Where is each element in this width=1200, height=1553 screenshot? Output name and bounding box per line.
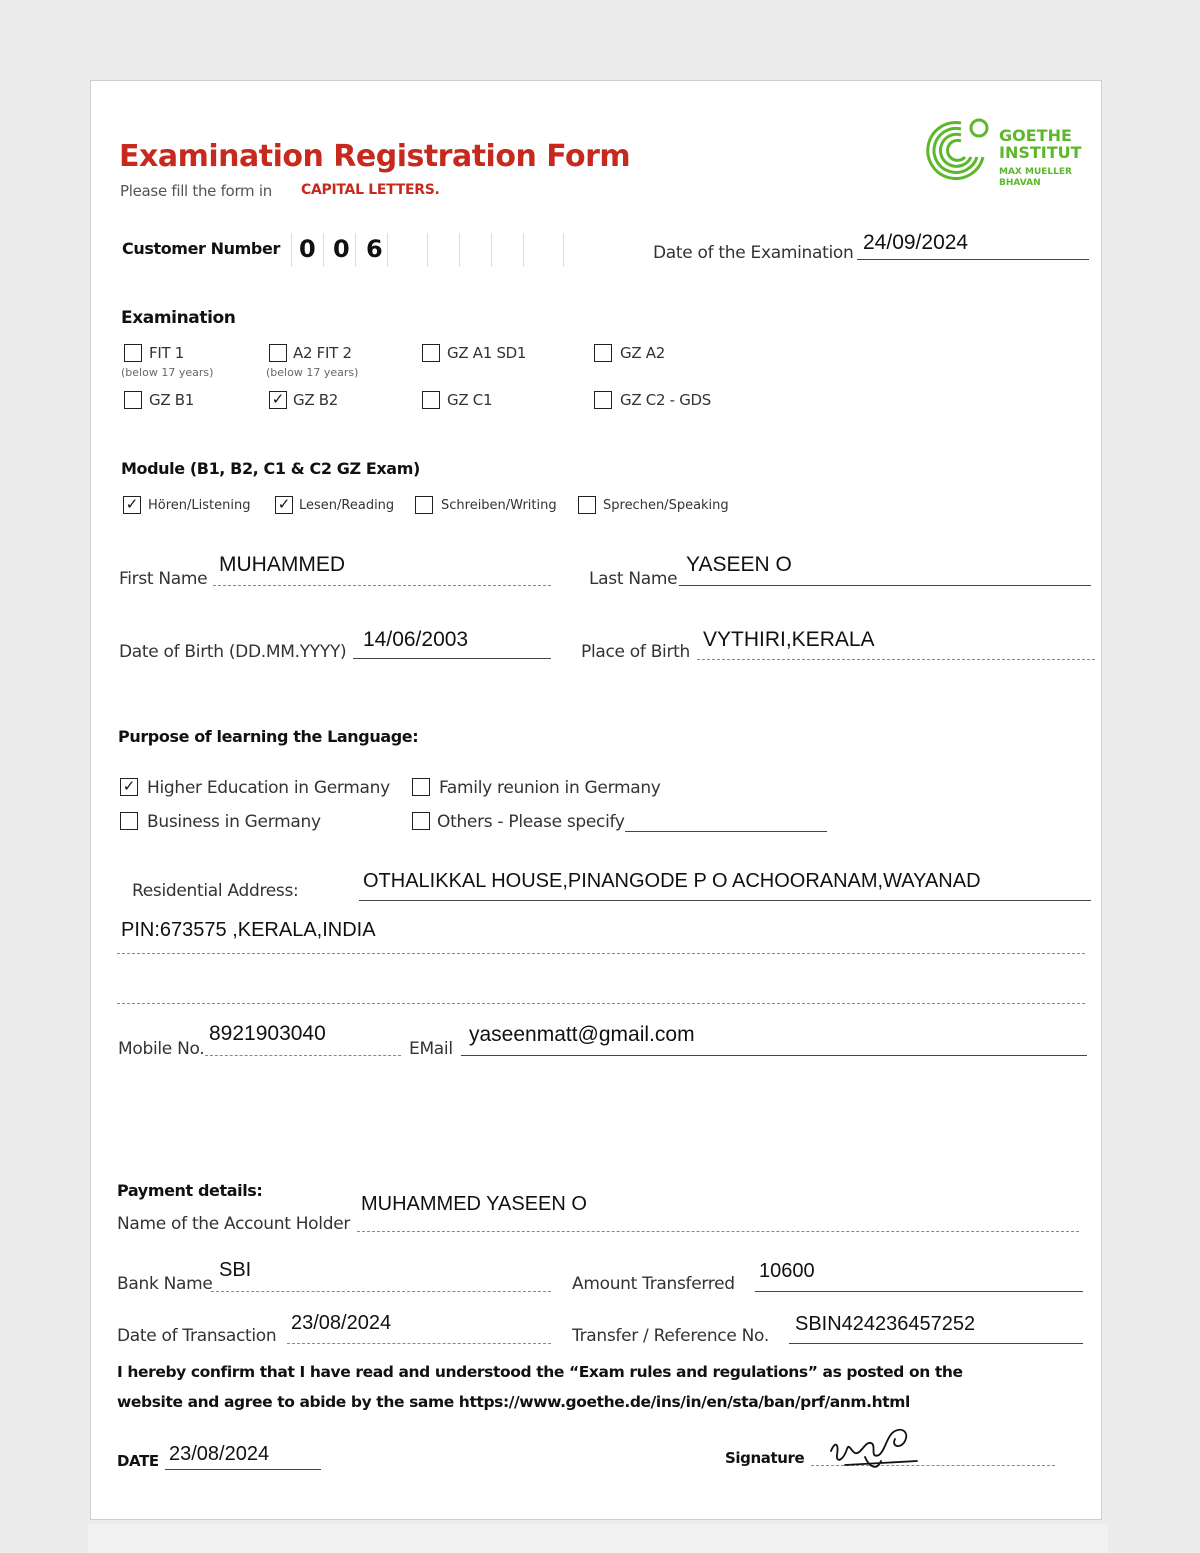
customer-digit-cell[interactable] <box>563 233 595 267</box>
address-line2-value: PIN:673575 ,KERALA,INDIA <box>121 919 376 941</box>
date-field[interactable] <box>165 1469 321 1470</box>
mobile-label: Mobile No. <box>118 1039 205 1059</box>
address-line3-field[interactable] <box>117 1003 1085 1004</box>
purpose-label: Business in Germany <box>147 812 321 832</box>
dob-value: 14/06/2003 <box>363 628 469 651</box>
exam-date-value: 24/09/2024 <box>863 231 969 254</box>
dob-label: Date of Birth (DD.MM.YYYY) <box>119 642 347 662</box>
form-sheet <box>90 80 1102 1520</box>
declaration-line1: I hereby confirm that I have read and understood the “Exam rules and regulations” as posted on the <box>117 1363 963 1381</box>
purpose-checkbox[interactable] <box>412 778 430 796</box>
page-bottom-margin <box>88 1524 1108 1553</box>
exam-option-checkbox[interactable] <box>422 344 440 362</box>
logo-line3: MAX MUELLER <box>999 167 1072 177</box>
purpose-heading: Purpose of learning the Language: <box>118 727 419 746</box>
ref-field[interactable] <box>789 1343 1083 1344</box>
others-specify-field[interactable] <box>625 831 827 832</box>
goethe-logo-icon <box>921 115 993 187</box>
exam-option-label: GZ C2 - GDS <box>620 391 712 409</box>
last-name-label: Last Name <box>589 569 678 589</box>
ref-value: SBIN424236457252 <box>795 1313 976 1335</box>
purpose-label: Higher Education in Germany <box>147 778 390 798</box>
exam-option-label: GZ B1 <box>149 391 195 409</box>
customer-digit: 0 <box>299 235 316 263</box>
logo-line1: GOETHE <box>999 126 1072 145</box>
module-label: Hören/Listening <box>148 498 251 513</box>
examination-heading: Examination <box>121 308 236 328</box>
holder-label: Name of the Account Holder <box>117 1214 351 1234</box>
bank-label: Bank Name <box>117 1274 213 1294</box>
customer-digit-cell[interactable] <box>523 233 555 267</box>
dob-field[interactable] <box>353 658 551 659</box>
amount-label: Amount Transferred <box>572 1274 735 1294</box>
check-mark-icon: ✓ <box>277 495 291 513</box>
module-heading: Module (B1, B2, C1 & C2 GZ Exam) <box>121 459 420 478</box>
customer-digit: 0 <box>333 235 350 263</box>
last-name-field[interactable] <box>679 585 1091 586</box>
customer-digit-cell[interactable] <box>427 233 459 267</box>
first-name-value: MUHAMMED <box>219 553 345 576</box>
exam-option-checkbox[interactable] <box>124 344 142 362</box>
bank-field[interactable] <box>211 1291 551 1292</box>
purpose-checkbox[interactable] <box>412 812 430 830</box>
module-checkbox[interactable] <box>415 496 433 514</box>
signature-label: Signature <box>725 1449 805 1467</box>
logo-text <box>999 127 1082 161</box>
date-value: 23/08/2024 <box>169 1443 270 1465</box>
logo-line2: INSTITUT <box>999 143 1082 162</box>
address-label: Residential Address: <box>132 881 299 901</box>
module-label: Schreiben/Writing <box>441 498 557 513</box>
amount-value: 10600 <box>759 1260 815 1282</box>
purpose-checkbox-checked[interactable] <box>120 778 138 796</box>
declaration-line2: website and agree to abide by the same https://www.goethe.de/ins/in/en/sta/ban/prf/anm.html <box>117 1393 910 1411</box>
form-title: Examination Registration Form <box>119 139 631 174</box>
txn-date-value: 23/08/2024 <box>291 1312 392 1334</box>
signature-image <box>825 1421 925 1477</box>
module-label: Lesen/Reading <box>299 498 395 513</box>
email-value: yaseenmatt@gmail.com <box>469 1023 695 1046</box>
first-name-field[interactable] <box>213 585 551 586</box>
address-line1-value: OTHALIKKAL HOUSE,PINANGODE P O ACHOORANAM,WAYANAD <box>363 870 981 892</box>
holder-value: MUHAMMED YASEEN O <box>361 1193 587 1215</box>
exam-option-label: FIT 1 <box>149 344 185 362</box>
txn-date-label: Date of Transaction <box>117 1326 277 1346</box>
customer-digit: 6 <box>366 235 383 263</box>
customer-digit-cell[interactable] <box>491 233 523 267</box>
check-mark-icon: ✓ <box>125 495 139 513</box>
payment-heading: Payment details: <box>117 1181 263 1200</box>
customer-digit-cell[interactable] <box>459 233 491 267</box>
logo-subtext <box>999 167 1072 189</box>
exam-option-label: GZ A1 SD1 <box>447 344 527 362</box>
email-label: EMail <box>409 1039 453 1059</box>
exam-option-checkbox-checked[interactable] <box>269 391 287 409</box>
exam-option-checkbox[interactable] <box>269 344 287 362</box>
exam-option-label: GZ C1 <box>447 391 493 409</box>
exam-option-checkbox[interactable] <box>422 391 440 409</box>
address-line2-field[interactable] <box>117 953 1085 954</box>
exam-option-checkbox[interactable] <box>124 391 142 409</box>
last-name-value: YASEEN O <box>686 553 792 576</box>
purpose-label: Family reunion in Germany <box>439 778 661 798</box>
address-line1-field[interactable] <box>359 900 1091 901</box>
module-checkbox-checked[interactable] <box>123 496 141 514</box>
customer-number-label: Customer Number <box>122 239 280 258</box>
purpose-label: Others - Please specify <box>437 812 625 832</box>
bank-value: SBI <box>219 1259 252 1281</box>
ref-label: Transfer / Reference No. <box>572 1326 769 1346</box>
form-subtitle: Please fill the form in <box>120 182 272 200</box>
exam-option-label: A2 FIT 2 <box>293 344 352 362</box>
module-checkbox-checked[interactable] <box>275 496 293 514</box>
email-field[interactable] <box>461 1055 1087 1056</box>
mobile-field[interactable] <box>205 1055 401 1056</box>
exam-option-note: (below 17 years) <box>121 366 214 379</box>
holder-field[interactable] <box>357 1231 1079 1232</box>
pob-field[interactable] <box>697 659 1095 660</box>
purpose-checkbox[interactable] <box>120 812 138 830</box>
module-label: Sprechen/Speaking <box>603 498 729 513</box>
date-label: DATE <box>117 1452 159 1470</box>
check-mark-icon: ✓ <box>271 390 285 408</box>
pob-label: Place of Birth <box>581 642 691 662</box>
mobile-value: 8921903040 <box>209 1022 326 1045</box>
exam-option-note: (below 17 years) <box>266 366 359 379</box>
customer-digit-cell[interactable] <box>387 233 419 267</box>
exam-option-label: GZ B2 <box>293 391 339 409</box>
logo-line4: BHAVAN <box>999 178 1041 188</box>
pob-value: VYTHIRI,KERALA <box>703 628 875 651</box>
module-checkbox[interactable] <box>578 496 596 514</box>
exam-option-checkbox[interactable] <box>594 344 612 362</box>
form-subtitle-emphasis: CAPITAL LETTERS. <box>301 182 440 198</box>
check-mark-icon: ✓ <box>122 777 136 795</box>
txn-date-field[interactable] <box>287 1343 551 1344</box>
amount-field[interactable] <box>755 1291 1083 1292</box>
first-name-label: First Name <box>119 569 208 589</box>
exam-option-label: GZ A2 <box>620 344 665 362</box>
exam-date-label: Date of the Examination <box>653 243 854 263</box>
exam-option-checkbox[interactable] <box>594 391 612 409</box>
exam-date-field[interactable] <box>857 259 1089 260</box>
